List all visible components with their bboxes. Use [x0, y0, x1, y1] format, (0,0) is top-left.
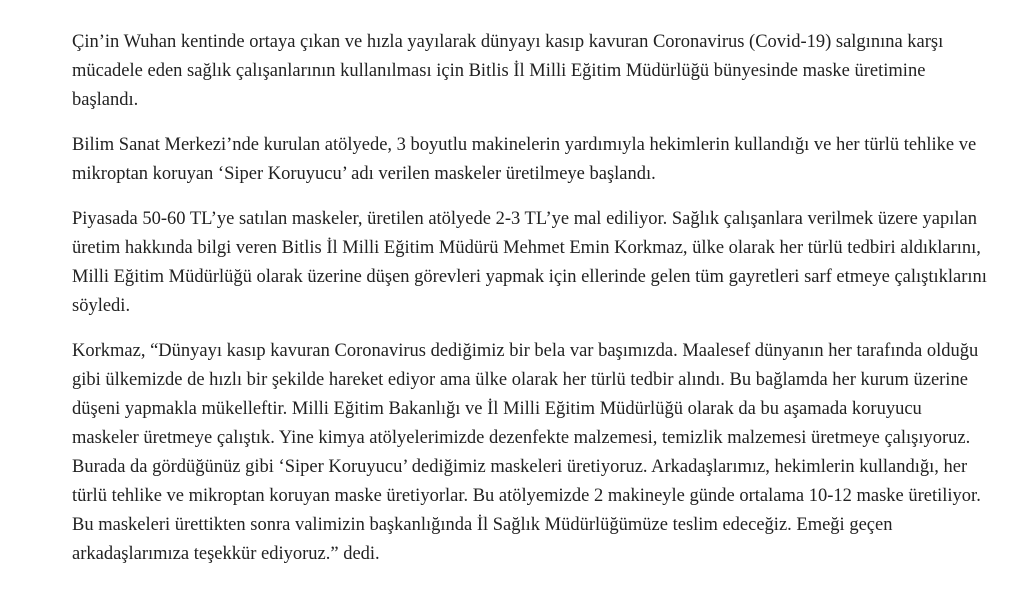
article-paragraph-intro: Çin’in Wuhan kentinde ortaya çıkan ve hızla yayılarak dünyayı kasıp kavuran Coronavirus (Covid-19) salgınına karşı mücadele eden sağlık çalışanlarının kullanılması için Bitlis İl Milli Eğitim Müdürlüğü bünyesinde maske üretimine başlandı. — [72, 32, 944, 110]
article-paragraph-cost: Piyasada 50-60 TL’ye satılan maskeler, üretilen atölyede 2-3 TL’ye mal ediliyor. Sağlık çalışanlara verilmek üzere yapılan üretim hakkında bilgi veren Bitlis İl Milli Eğitim Müdürü Mehmet Emin Korkmaz, ülke olarak her türlü tedbiri aldıklarını, Milli Eğitim Müdürlüğü olarak üzerine düşen görevleri yapmak için ellerinde gelen tüm gayretleri sarf etmeye çalıştıklarını söyledi. — [72, 209, 987, 316]
article-paragraph-quote: Korkmaz, “Dünyayı kasıp kavuran Coronavirus dediğimiz bir bela var başımızda. Maalesef dünyanın her tarafında olduğu gibi ülkemizde de hızlı bir şekilde hareket ediyor ama ülke olarak her türlü tedbir alındı. Bu bağlamda her kurum üzerine düşeni yapmakla mükelleftir. Milli Eğitim Bakanlığı ve İl Milli Eğitim Müdürlüğü olarak da bu aşamada koruyucu maskeler üretmeye çalıştık. Yine kimya atölyelerimizde dezenfekte malzemesi, temizlik malzemesi üretmeye çalışıyoruz. Burada da gördüğünüz gibi ‘Siper Koruyucu’ dediğimiz maskeleri üretiyoruz. Arkadaşlarımız, hekimlerin kullandığı, her türlü tehlike ve mikroptan koruyan maske üretiyorlar. Bu atölyemizde 2 makineyle günde ortalama 10-12 maske üretiliyor. Bu maskeleri ürettikten sonra valimizin başkanlığında İl Sağlık Müdürlüğümüze teslim edeceğiz. Emeği geçen arkadaşlarımıza teşekkür ediyoruz.” dedi. — [72, 341, 981, 564]
article-paragraph-workshop: Bilim Sanat Merkezi’nde kurulan atölyede, 3 boyutlu makinelerin yardımıyla hekimlerin kullandığı ve her türlü tehlike ve mikroptan koruyan ‘Siper Koruyucu’ adı verilen maskeler üretilmeye başlandı. — [72, 135, 977, 184]
article-body — [72, 28, 992, 569]
